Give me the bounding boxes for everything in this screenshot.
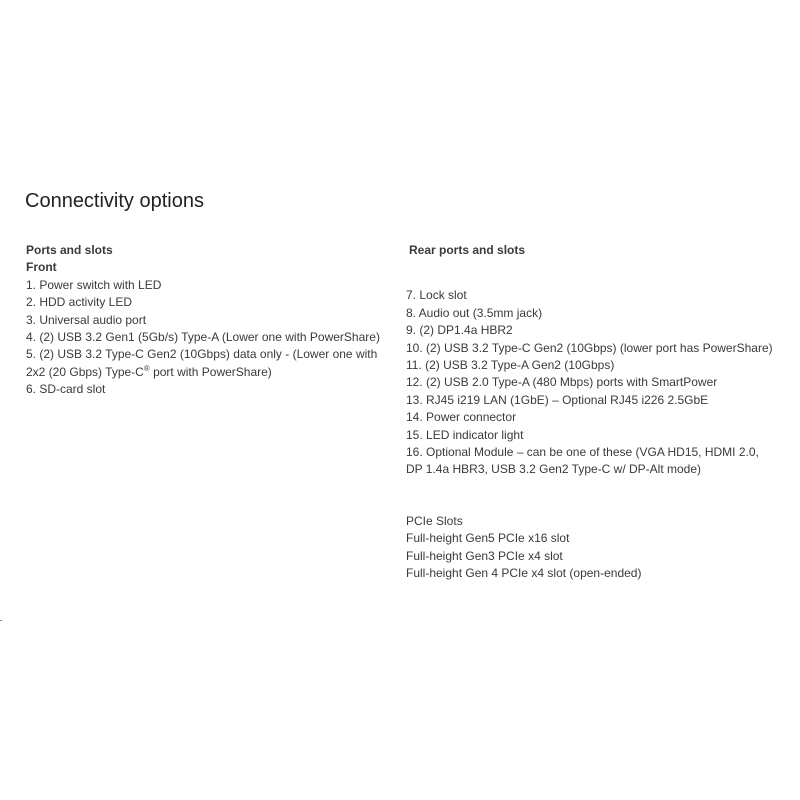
rear-ports-section <box>406 242 776 583</box>
list-item: 16. Optional Module – can be one of these (VGA HD15, HDMI 2.0, DP 1.4a HBR3, USB 3.2 Gen2 Type-C w/ DP-Alt mode) <box>406 445 759 477</box>
list-item: 15. LED indicator light <box>406 427 524 442</box>
list-item-text: port with PowerShare) <box>149 364 272 379</box>
list-item: 1. Power switch with LED <box>26 277 162 292</box>
list-item: Full-height Gen 4 PCIe x4 slot (open-ended) <box>406 566 642 581</box>
list-item: 9. (2) DP1.4a HBR2 <box>406 323 513 338</box>
front-ports-section <box>26 242 396 399</box>
front-subheading: Front <box>26 260 57 275</box>
list-item: 8. Audio out (3.5mm jack) <box>406 305 543 320</box>
list-item: 10. (2) USB 3.2 Type-C Gen2 (10Gbps) (lower port has PowerShare) <box>406 340 773 355</box>
ports-and-slots-heading: Ports and slots <box>26 243 113 257</box>
pcie-slots-heading: PCIe Slots <box>406 513 463 528</box>
list-item: 14. Power connector <box>406 410 517 425</box>
list-item: 11. (2) USB 3.2 Type-A Gen2 (10Gbps) <box>406 358 615 373</box>
list-item: Full-height Gen5 PCIe x16 slot <box>406 531 570 546</box>
list-item: 13. RJ45 i219 LAN (1GbE) – Optional RJ45 i226 2.5GbE <box>406 392 709 407</box>
list-item: 6. SD-card slot <box>26 382 106 397</box>
registered-mark: ® <box>143 363 150 373</box>
edge-mark <box>0 620 2 621</box>
list-item: 2. HDD activity LED <box>26 295 133 310</box>
list-item: Full-height Gen3 PCIe x4 slot <box>406 548 563 563</box>
list-item: 12. (2) USB 2.0 Type-A (480 Mbps) ports with SmartPower <box>406 375 718 390</box>
rear-ports-heading: Rear ports and slots <box>409 243 526 257</box>
list-item: 4. (2) USB 3.2 Gen1 (5Gb/s) Type-A (Lower one with PowerShare) <box>26 330 380 345</box>
list-item: 7. Lock slot <box>406 288 467 303</box>
page-title: Connectivity options <box>25 190 204 212</box>
list-item-text: 5. (2) USB 3.2 Type-C Gen2 (10Gbps) data only - (Lower one with 2x2 (20 Gbps) Type-C <box>26 347 378 379</box>
list-item <box>26 346 396 381</box>
list-item: 3. Universal audio port <box>26 312 147 327</box>
